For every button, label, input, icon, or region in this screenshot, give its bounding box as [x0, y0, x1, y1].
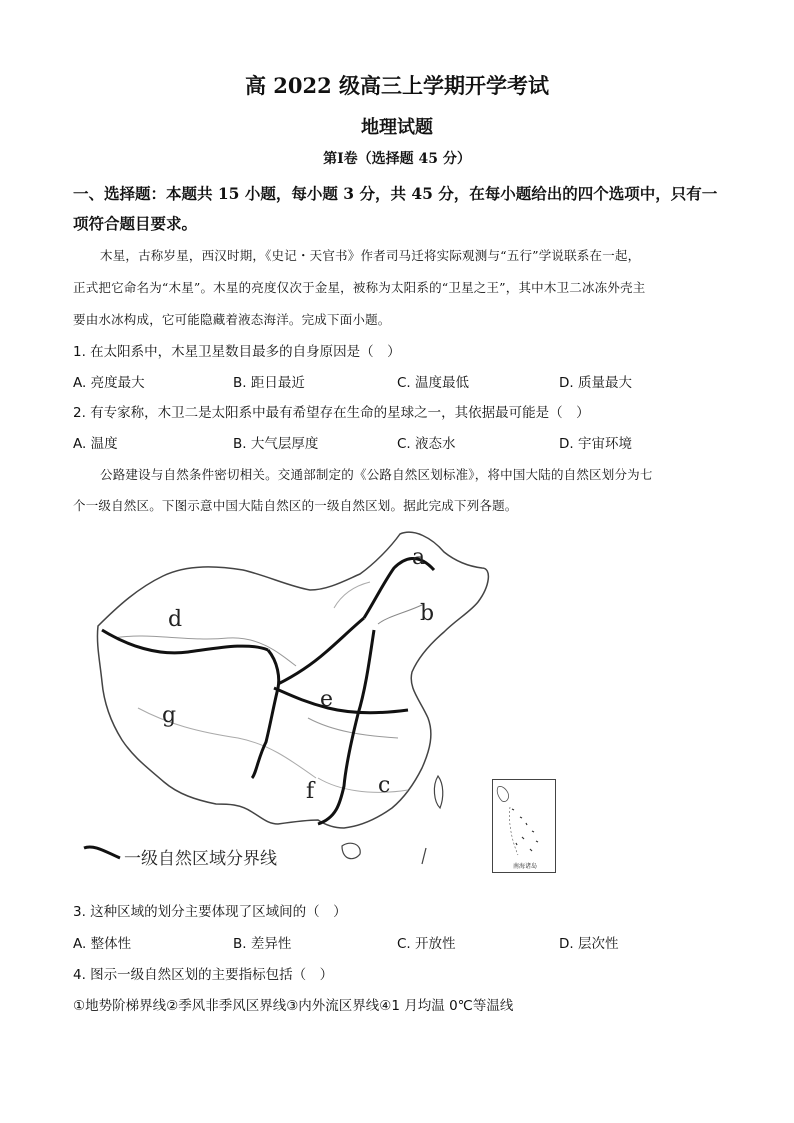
question-3-stem: 3. 这种区域的划分主要体现了区域间的（ ） [73, 904, 347, 920]
coast-inner-boundary [378, 604, 424, 624]
question-3-option-b: B. 差异性 [233, 936, 292, 952]
exam-subtitle: 地理试题 [361, 117, 433, 138]
inset-dots [512, 809, 538, 851]
question-2-option-b: B. 大气层厚度 [233, 436, 319, 452]
legend-label: 一级自然区域分界线 [124, 849, 277, 869]
legend-line-sample [84, 847, 120, 858]
question-3-option-c: C. 开放性 [397, 936, 456, 952]
question-2-option-d: D. 宇宙环境 [559, 436, 632, 452]
region-boundary [274, 688, 408, 713]
volume-heading: 第Ⅰ卷（选择题 45 分） [323, 151, 471, 167]
section-instruction-line2: 项符合题目要求。 [73, 214, 198, 233]
region-label-e: e [320, 687, 334, 712]
tick-mark [422, 848, 426, 864]
region-label-d: d [168, 607, 183, 632]
question-2-stem: 2. 有专家称，木卫二是太阳系中最有希望存在生命的星球之一，其依据最可能是（ ） [73, 405, 590, 421]
question-4-stem: 4. 图示一级自然区划的主要指标包括（ ） [73, 967, 334, 983]
question-1-option-d: D. 质量最大 [559, 375, 632, 391]
passage2-line: 个一级自然区。下图示意中国大陆自然区的一级自然区划。据此完成下列各题。 [73, 498, 518, 513]
passage1-line: 木星，古称岁星，西汉时期，《史记・天官书》作者司马迁将实际观测与“五行”学说联系在一起， [100, 248, 641, 263]
region-boundary [252, 650, 279, 778]
question-2-option-c: C. 液态水 [397, 436, 456, 452]
question-1-stem: 1. 在太阳系中，木星卫星数目最多的自身原因是（ ） [73, 344, 401, 360]
question-1-option-a: A. 亮度最大 [73, 375, 145, 391]
river-line [318, 778, 408, 792]
region-label-b: b [420, 601, 435, 626]
region-boundary [278, 618, 364, 684]
taiwan-island [434, 776, 442, 808]
exam-title: 高 2022 级高三上学期开学考试 [244, 73, 550, 98]
china-outline [97, 532, 488, 828]
question-2-option-a: A. 温度 [73, 436, 118, 452]
passage2-line: 公路建设与自然条件密切相关。交通部制定的《公路自然区划标准》，将中国大陆的自然区划分为七 [100, 467, 653, 482]
question-1-option-c: C. 温度最低 [397, 375, 470, 391]
passage1-line: 要由水冰构成，它可能隐藏着液态海洋。完成下面小题。 [73, 312, 391, 327]
passage1-line: 正式把它命名为“木星”。木星的亮度仅次于金星，被称为太阳系的“卫星之王”，其中木卫二冰冻外壳主 [73, 280, 646, 295]
china-natural-regions-map [78, 528, 558, 878]
inset-label: 南海诸岛 [512, 863, 538, 870]
inset-dashed-boundary [509, 807, 518, 855]
region-label-f: f [306, 779, 315, 804]
region-label-g: g [162, 703, 177, 728]
section-instruction-line1: 一、选择题：本题共 15 小题，每小题 3 分，共 45 分，在每小题给出的四个选项中，只有一 [73, 184, 718, 203]
south-china-sea-inset [492, 779, 556, 873]
question-4-statements: ①地势阶梯界线②季风非季风区界线③内外流区界线④1 月均温 0℃等温线 [73, 998, 514, 1014]
question-3-option-a: A. 整体性 [73, 936, 132, 952]
region-boundary [318, 630, 374, 824]
inset-coast [497, 786, 508, 801]
hainan-island [342, 843, 360, 858]
river-line [334, 582, 370, 608]
region-label-a: a [412, 545, 426, 570]
region-boundary [102, 630, 268, 653]
region-label-c: c [378, 773, 391, 798]
question-1-option-b: B. 距日最近 [233, 375, 305, 391]
question-3-option-d: D. 层次性 [559, 936, 619, 952]
